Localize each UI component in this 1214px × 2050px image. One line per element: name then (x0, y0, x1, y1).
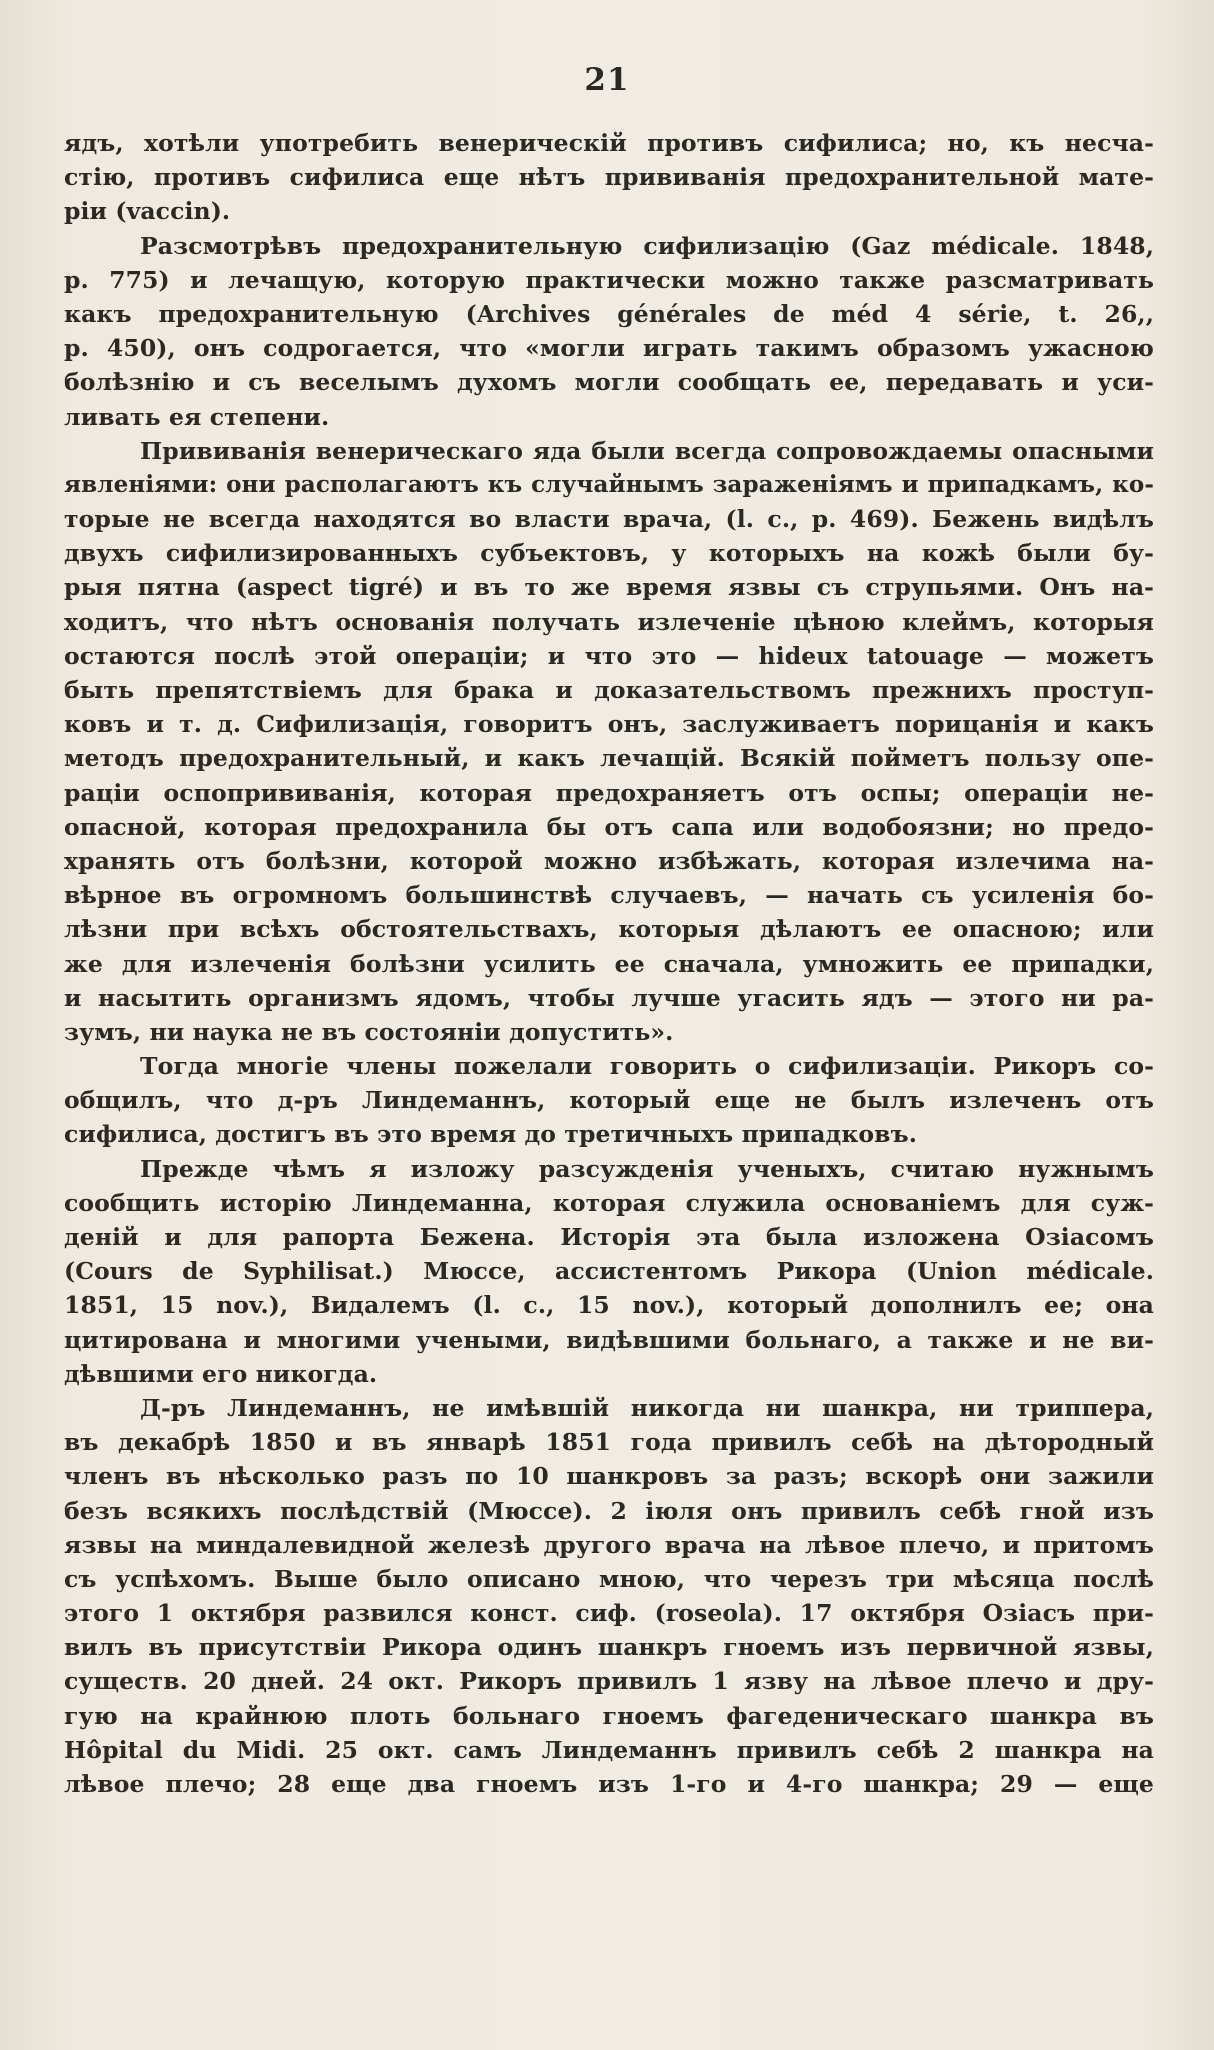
text-line: лѣвое плечо; 28 еще два гноемъ изъ 1-го и 4-го шанкра; 29 — еще (64, 1770, 1154, 1798)
text-line: лѣзни при всѣхъ обстоятельствахъ, которыя дѣлаютъ ее опасною; или (64, 915, 1154, 944)
text-line: рыя пятна (aspect tigré) и въ то же время язвы съ струпьями. Онъ на- (64, 573, 1154, 602)
text-line: съ успѣхомъ. Выше было описано мною, что черезъ три мѣсяца послѣ (64, 1564, 1154, 1593)
text-line: существ. 20 дней. 24 окт. Рикоръ привилъ 1 язву на лѣвое плечо и дру- (64, 1667, 1154, 1696)
text-line: этого 1 октября развился конст. сиф. (roseola). 17 октября Озіасъ при- (64, 1599, 1154, 1628)
text-line: методъ предохранительный, и какъ лечащій. Всякій пойметъ пользу опе- (64, 744, 1154, 773)
text-line: хранять отъ болѣзни, которой можно избѣжать, которая излечима на- (64, 846, 1154, 875)
text-line: цитирована и многими учеными, видѣвшими больнаго, а также и не ви- (64, 1325, 1154, 1354)
text-line: опасной, которая предохранила бы отъ сапа или водобоязни; но предо- (64, 812, 1154, 841)
text-line: Разсмотрѣвъ предохранительную сифилизацію (Gaz médicale. 1848, (140, 231, 1154, 260)
text-line: ливать ея степени. (64, 402, 330, 431)
text-line: деній и для рапорта Бежена. Исторія эта была изложена Озіасомъ (64, 1223, 1154, 1251)
text-line: Тогда многіе члены пожелали говорить о сифилизаціи. Рикоръ со- (140, 1052, 1154, 1081)
text-line: p. 450), онъ содрогается, что «могли играть такимъ образомъ ужасною (64, 334, 1154, 363)
text-line: Д-ръ Линдеманнъ, не имѣвшій никогда ни шанкра, ни триппера, (140, 1393, 1154, 1422)
page-number: 21 (584, 62, 630, 98)
text-line: дѣвшими его никогда. (64, 1359, 378, 1388)
text-line: ріи (vaccin). (64, 197, 231, 226)
text-line: ковъ и т. д. Сифилизація, говоритъ онъ, заслуживаетъ порицанія и какъ (64, 710, 1154, 739)
text-line: болѣзнію и съ веселымъ духомъ могли сообщать ее, передавать и уси- (64, 368, 1154, 397)
text-line: язвы на миндалевидной железѣ другого врача на лѣвое плечо, и притомъ (64, 1530, 1154, 1559)
text-line: раціи оспопрививанія, которая предохраняетъ отъ оспы; операціи не- (64, 778, 1154, 807)
text-line: сифилиса, достигъ въ это время до третичныхъ припадковъ. (64, 1120, 917, 1149)
text-line: Прежде чѣмъ я изложу разсужденія ученыхъ, считаю нужнымъ (140, 1154, 1154, 1183)
text-line: двухъ сифилизированныхъ субъектовъ, у которыхъ на кожѣ были бу- (64, 539, 1154, 568)
body-text (64, 126, 1154, 1801)
text-line: ходитъ, что нѣтъ основанія получать излеченіе цѣною клеймъ, которыя (64, 607, 1154, 636)
text-line: ядъ, хотѣли употребить венерическій противъ сифилиса; но, къ несча- (64, 129, 1154, 157)
text-line: (Cours de Syphilisat.) Мюссе, ассистентомъ Рикора (Union médicale. (64, 1257, 1154, 1286)
text-line: безъ всякихъ послѣдствій (Мюссе). 2 іюля онъ привилъ себѣ гной изъ (64, 1496, 1154, 1525)
text-line: гую на крайнюю плоть больнаго гноемъ фагеденическаго шанкра въ (64, 1701, 1154, 1730)
text-line: и насытить организмъ ядомъ, чтобы лучше угасить ядъ — этого ни ра- (64, 983, 1154, 1012)
text-line: стію, противъ сифилиса еще нѣтъ прививанія предохранительной мате- (64, 163, 1154, 192)
text-line: членъ въ нѣсколько разъ по 10 шанкровъ за разъ; вскорѣ они зажили (64, 1462, 1154, 1491)
text-line: торые не всегда находятся во власти врача, (l. c., p. 469). Бежень видѣлъ (64, 505, 1154, 534)
text-line: зумъ, ни наука не въ состояніи допустить». (64, 1017, 674, 1046)
text-line: явленіями: они располагаютъ къ случайнымъ зараженіямъ и припадкамъ, ко- (64, 470, 1154, 498)
text-line: p. 775) и лечащую, которую практически можно также разсматривать (64, 265, 1154, 294)
text-line: Hôpital du Midi. 25 окт. самъ Линдеманнъ привилъ себѣ 2 шанкра на (64, 1735, 1154, 1764)
text-line: сообщить исторію Линдеманна, которая служила основаніемъ для суж- (64, 1188, 1154, 1217)
text-line: вилъ въ присутствіи Рикора одинъ шанкръ гноемъ изъ первичной язвы, (64, 1633, 1154, 1662)
text-line: Прививанія венерическаго яда были всегда сопровождаемы опасными (140, 436, 1154, 465)
text-line: вѣрное въ огромномъ большинствѣ случаевъ, — начать съ усиленія бо- (64, 881, 1154, 910)
text-line: остаются послѣ этой операціи; и что это — hideux tatouage — можетъ (64, 641, 1154, 670)
text-line: 1851, 15 nov.), Видалемъ (l. c., 15 nov.), который дополнилъ ее; она (64, 1291, 1154, 1320)
text-line: въ декабрѣ 1850 и въ январѣ 1851 года привилъ себѣ на дѣтородный (64, 1428, 1154, 1457)
text-line: же для излеченія болѣзни усилить ее сначала, умножить ее припадки, (64, 949, 1154, 978)
text-line: быть препятствіемъ для брака и доказательствомъ прежнихъ проступ- (64, 676, 1154, 704)
text-line: какъ предохранительную (Archives générales de méd 4 série, t. 26,, (64, 299, 1154, 328)
text-line: общилъ, что д-ръ Линдеманнъ, который еще не былъ излеченъ отъ (64, 1086, 1154, 1115)
